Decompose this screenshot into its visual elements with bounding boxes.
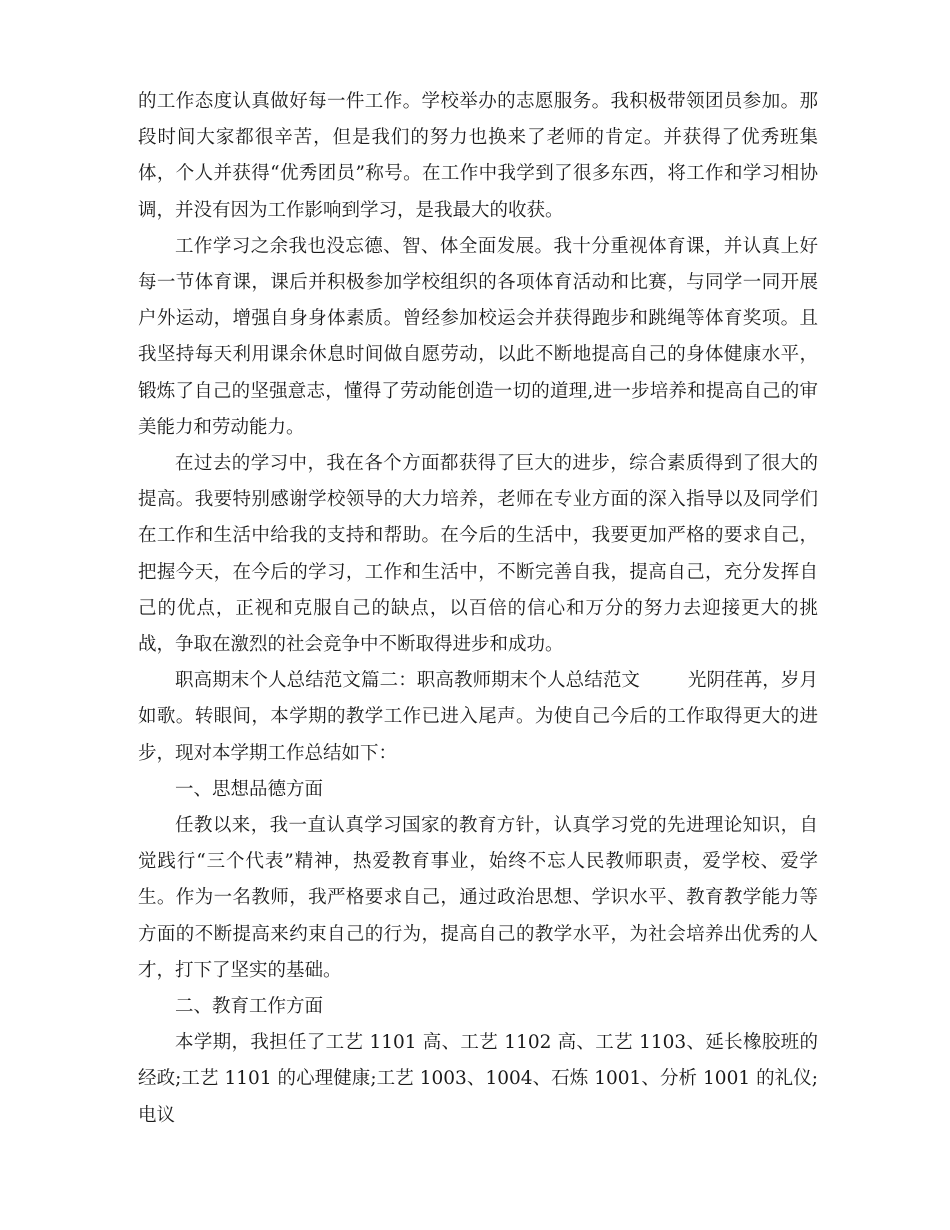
section-heading-2: 二、教育工作方面 — [175, 996, 324, 1018]
paragraph-4 — [138, 663, 818, 772]
paragraph-4-heading: 职高期末个人总结范文篇二：职高教师期末个人总结范文 — [175, 670, 641, 692]
paragraph-1: 的工作态度认真做好每一件工作。学校举办的志愿服务。我积极带领团员参加。那段时间大家都很辛苦，但是我们的努力也换来了老师的肯定。并获得了优秀班集体，个人并获得“优秀团员”称号。在工作中我学到了很多东西，将工作和学习相协调，并没有因为工作影响到学习，是我最大的收获。 — [138, 91, 818, 221]
paragraph-3: 在过去的学习中，我在各个方面都获得了巨大的进步，综合素质得到了很大的提高。我要特别感谢学校领导的大力培养，老师在专业方面的深入指导以及同学们在工作和生活中给我的支持和帮助。在今后的生活中，我要更加严格的要求自己，把握今天，在今后的学习，工作和生活中，不断完善自我，提高自己，充分发挥自己的优点，正视和克服自己的缺点，以百倍的信心和万分的努力去迎接更大的挑战，争取在激烈的社会竞争中不断取得进步和成功。 — [138, 453, 818, 656]
paragraph-2: 工作学习之余我也没忘德、智、体全面发展。我十分重视体育课，并认真上好每一节体育课，课后并积极参加学校组织的各项体育活动和比赛，与同学一同开展户外运动，增强自身身体素质。曾经参加校运会并获得跑步和跳绳等体育奖项。且我坚持每天利用课余休息时间做自愿劳动，以此不断地提高自己的身体健康水平，锻炼了自己的坚强意志，懂得了劳动能创造一切的道理,进一步培养和提高自己的审美能力和劳动能力。 — [138, 235, 818, 438]
section-heading-1: 一、思想品德方面 — [175, 778, 324, 800]
paragraph-4-gap — [640, 670, 688, 691]
paragraph-8: 本学期，我担任了工艺 1101 高、工艺 1102 高、工艺 1103、延长橡胶班的经政;工艺 1101 的心理健康;工艺 1003、1004、石炼 1001、分析 1001 的礼仪;电议 — [138, 1032, 818, 1126]
paragraph-6: 任教以来，我一直认真学习国家的教育方针，认真学习党的先进理论知识，自觉践行“三个代表”精神，热爱教育事业，始终不忘人民教师职责，爱学校、爱学生。作为一名教师，我严格要求自己，通过政治思想、学识水平、教育教学能力等方面的不断提高来约束自己的行为，提高自己的教学水平，为社会培养出优秀的人才，打下了坚实的基础。 — [138, 815, 818, 981]
paragraph-4-body: 光阴荏苒，岁月如歌。转眼间，本学期的教学工作已进入尾声。为使自己今后的工作取得更大的进步，现对本学期工作总结如下： — [138, 670, 818, 764]
document-body — [138, 84, 818, 1134]
